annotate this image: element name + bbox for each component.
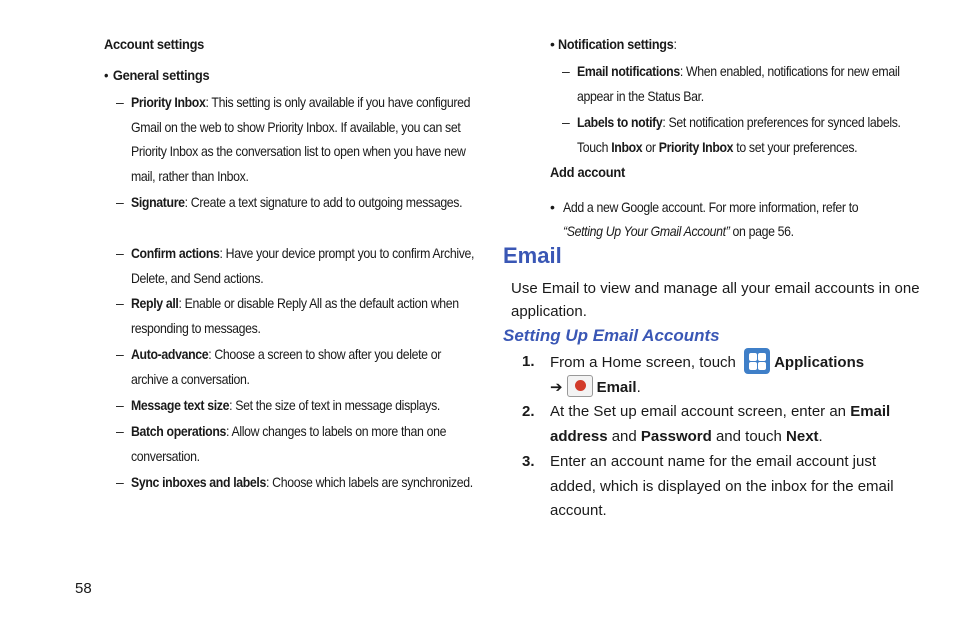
step-number: 2. [522,403,535,420]
and-text: and [607,427,641,445]
setting-desc: : Create a text signature to add to outgoing messages. [184,194,463,210]
step-2 [522,400,922,449]
email-label: Email [596,379,637,396]
setting-desc: : Choose a screen to show after you delete or archive a conversation. [131,346,442,387]
setting-desc: : Enable or disable Reply All as the default action when responding to messages. [131,295,459,336]
bullet-dot: • [104,67,109,83]
step-text: Enter an account name for the email account just added, which is displayed on the inbox for the email account. [550,453,894,519]
setting-item-reply-all [116,291,466,340]
email-address-term: Email address [550,403,891,445]
dash: – [116,423,124,439]
step-number: 1. [522,353,535,370]
setting-up-email-heading: Setting Up Email Accounts [503,326,720,345]
dash: – [116,245,124,261]
add-account-item [550,195,930,243]
dash: – [116,194,124,210]
dash: – [116,474,124,490]
add-account-heading: Add account [550,164,625,180]
add-account-text: Add a new Google account. For more information, refer to [563,199,859,215]
step-1 [522,350,922,401]
setting-item-priority-inbox [116,90,471,188]
bullet-dot: • [550,199,555,215]
setting-desc: : Allow changes to labels on more than one conversation. [131,423,447,464]
setting-term: Confirm actions [131,245,220,261]
notification-colon: : [673,36,677,52]
notification-settings-label: Notification settings [558,36,674,52]
setting-term: Email notifications [577,63,680,79]
touch-text: and touch [711,427,787,445]
step-text: At the Set up email account screen, enter an [550,403,851,420]
setting-desc: : When enabled, notifications for new email appear in the Status Bar. [577,63,900,104]
priority-inbox-term: Priority Inbox [658,138,734,155]
general-settings-label: General settings [112,67,210,83]
dash: – [562,114,570,130]
period: . [636,379,641,396]
dash: – [116,295,124,311]
dash: – [116,94,124,110]
step-number: 3. [522,453,535,470]
setting-term: Labels to notify [577,114,663,130]
setting-term: Signature [131,194,185,210]
email-section-heading: Email [503,243,562,268]
setting-term: Sync inboxes and labels [131,474,267,490]
setting-desc: : Set the size of text in message displays. [229,397,440,413]
email-intro-paragraph: Use Email to view and manage all your email accounts in one application. [511,280,920,320]
setting-desc: : Have your device prompt you to confirm Archive, Delete, and Send actions. [131,245,475,286]
setting-term: Batch operations [131,423,226,439]
setting-desc-end: to set your preferences. [733,138,858,155]
setting-desc: : Set notification preferences for synced labels. Touch [577,114,901,155]
notification-settings-bullet [550,36,690,52]
setting-term: Reply all [131,295,179,311]
setting-item-message-text-size [116,393,466,418]
dash: – [116,397,124,413]
applications-icon [744,348,770,374]
setting-item-confirm-actions [116,241,475,290]
setting-item-signature [116,190,466,215]
email-app-icon [567,375,593,397]
setting-item-email-notifications [562,59,912,108]
next-term: Next [786,427,819,445]
gmail-account-reference-link[interactable]: “Setting Up Your Gmail Account” [563,223,730,239]
setting-desc: : This setting is only available if you have configured Gmail on the web to show Priority Inbox. If available, you can set Priority Inbox as the conversation list to open when you have new mail, rather than Inbox. [131,94,471,184]
setting-desc: : Choose which labels are synchronized. [266,474,473,490]
page-number: 58 [75,580,92,597]
dash: – [116,346,124,362]
setting-term: Message text size [131,397,230,413]
bullet-dot: • [550,36,555,52]
setting-item-batch-operations [116,419,466,468]
dash: – [562,63,570,79]
setting-item-sync-inboxes [116,470,473,495]
or-text: or [642,138,659,155]
account-settings-heading: Account settings [104,36,205,52]
applications-label: Applications [774,353,865,371]
password-term: Password [640,427,712,445]
page-reference: on page 56. [729,223,794,239]
setting-term: Auto-advance [131,346,209,362]
period: . [818,427,823,445]
setting-item-auto-advance [116,342,466,391]
general-settings-bullet [104,67,209,83]
setting-term: Priority Inbox [131,94,206,110]
step-3 [522,450,922,524]
step-text: From a Home screen, touch [550,353,741,371]
setting-item-labels-to-notify [562,110,912,159]
arrow-icon: ➔ [550,379,563,396]
inbox-term: Inbox [611,138,643,155]
